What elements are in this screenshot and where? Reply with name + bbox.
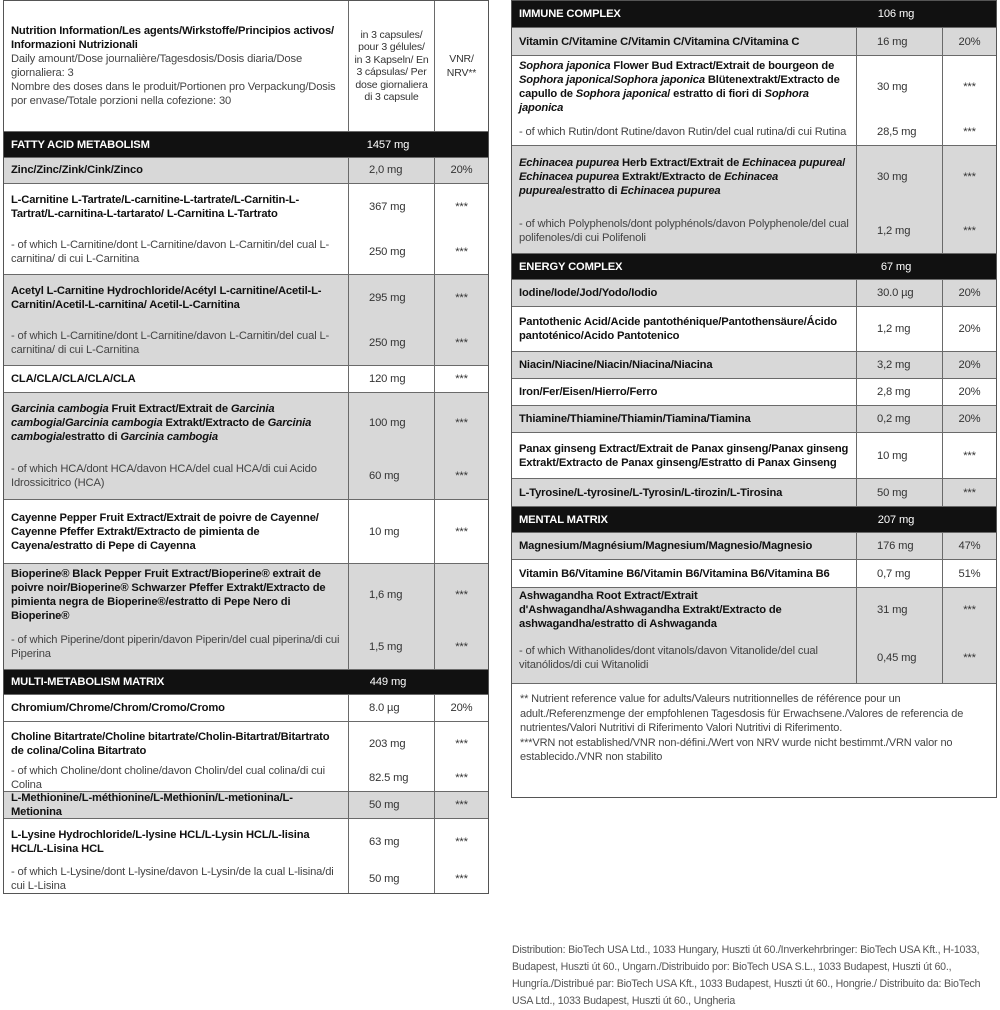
- table-row: [4, 695, 488, 722]
- ingredient-nrv: 20%: [958, 359, 981, 371]
- header-nrv-col: VNR/ NRV**: [446, 53, 477, 80]
- ingredient-amount: 10 mg: [349, 500, 435, 562]
- ingredient-sub-nrv: ***: [455, 641, 468, 654]
- ingredient-sub-nrv: ***: [455, 245, 468, 258]
- table-row: [512, 352, 996, 379]
- nutrition-table-right: [511, 0, 997, 798]
- ingredient-sub-nrv: ***: [455, 872, 468, 885]
- ingredient-name: Sophora japonica Flower Bud Extract/Extrait de bourgeon de Sophora japonica/Sophora japonica Blütenextrakt/Extracto de capullo de Sophora japonica/ estratto di fiori di Sophora japonica: [512, 56, 857, 118]
- ingredient-sub-name: - of which L-Carnitine/dont L-Carnitine/davon L-Carnitin/del cual L-carnitina/ di cui L-Carnitina: [4, 321, 349, 365]
- ingredient-sub-amount: 0,45 mg: [857, 632, 943, 683]
- ingredient-name: L-Tyrosine/L-tyrosine/L-Tyrosin/L-tirozin/L-Tirosina: [512, 479, 857, 506]
- ingredient-sub-amount: 28,5 mg: [857, 118, 943, 145]
- table-row: [512, 406, 996, 433]
- ingredient-sub-amount: 250 mg: [349, 321, 435, 365]
- section-fatty-acid: [4, 132, 488, 158]
- ingredient-amount: 2,0 mg: [349, 158, 435, 183]
- ingredient-sub-nrv: ***: [455, 772, 468, 785]
- ingredient-name: Niacin/Niacine/Niacin/Niacina/Niacina: [512, 352, 857, 378]
- ingredient-name: Echinacea pupurea Herb Extract/Extrait de Echinacea pupurea/ Echinacea pupurea Extrakt/Extracto de Echinacea pupurea/estratto di Echinacea pupurea: [512, 146, 857, 208]
- ingredient-nrv: ***: [963, 486, 976, 499]
- ingredient-name: Acetyl L-Carnitine Hydrochloride/Acétyl L-carnitine/Acetil-L-Carnitin/Acetil-L-carnitina/ Acetil-L-Carnitina: [4, 275, 349, 321]
- ingredient-amount: 203 mg: [349, 722, 435, 766]
- ingredient-amount: 50 mg: [349, 792, 435, 818]
- table-row: [512, 28, 996, 56]
- ingredient-sub-name: - of which Choline/dont choline/davon Cholin/del cual colina/di cui Colina: [4, 766, 349, 791]
- ingredient-amount: 2,8 mg: [857, 379, 943, 405]
- table-header: [4, 1, 488, 132]
- ingredient-name: Iodine/Iode/Jod/Yodo/Iodio: [512, 280, 857, 306]
- ingredient-amount: 1,2 mg: [857, 307, 943, 351]
- ingredient-sub-amount: 1,2 mg: [857, 208, 943, 253]
- section-mental: [512, 507, 996, 533]
- ingredient-nrv: ***: [455, 525, 468, 538]
- ingredient-sub-amount: 60 mg: [349, 453, 435, 499]
- ingredient-nrv: ***: [963, 604, 976, 616]
- ingredient-nrv: ***: [455, 200, 468, 213]
- ingredient-name: Thiamine/Thiamine/Thiamin/Tiamina/Tiamina: [512, 406, 857, 432]
- table-row: [4, 158, 488, 184]
- section-energy: [512, 254, 996, 280]
- footnote-not-established: ***VRN not established/VNR non-défini./Wert von NRV wurde nicht bestimmt./VRN valor no establecido./VNR non stabilito: [520, 736, 953, 763]
- ingredient-nrv: 20%: [958, 287, 981, 299]
- ingredient-sub-name: - of which Piperine/dont piperin/davon Piperin/del cual piperina/di cui Piperina: [4, 626, 349, 669]
- table-row: [512, 280, 996, 307]
- ingredient-name: Bioperine® Black Pepper Fruit Extract/Bioperine® extrait de poivre noir/Bioperine® Schwarzer Pfeffer Extrakt/Extracto de pimienta negra de Bioperine®/estratto di Pepe Nero di Bioperine®: [4, 564, 349, 626]
- ingredient-amount: 3,2 mg: [857, 352, 943, 378]
- ingredient-sub-nrv: ***: [963, 125, 976, 138]
- ingredient-name: Garcinia cambogia Fruit Extract/Extrait de Garcinia cambogia/Garcinia cambogia Extrakt/Extracto de Garcinia cambogia/estratto di Garcinia cambogia: [4, 393, 349, 453]
- section-amount: 449 mg: [349, 670, 435, 695]
- ingredient-name: Vitamin B6/Vitamine B6/Vitamin B6/Vitamina B6/Vitamina B6: [512, 560, 857, 587]
- ingredient-name: CLA/CLA/CLA/CLA/CLA: [4, 366, 349, 393]
- nutrition-table-left: [3, 0, 489, 894]
- section-amount: 106 mg: [857, 1, 943, 27]
- ingredient-name: L-Carnitine L-Tartrate/L-carnitine-L-tartrate/L-Carnitin-L-Tartrat/L-carnitina-L-tartarato/ L-Carnitina L-Tartrato: [4, 184, 349, 230]
- ingredient-name: Panax ginseng Extract/Extrait de Panax ginseng/Panax ginseng Extrakt/Extracto de Panax ginseng/Estratto di Panax Ginseng: [512, 433, 857, 478]
- ingredient-sub-nrv: ***: [455, 336, 468, 349]
- section-immune: [512, 1, 996, 28]
- ingredient-nrv: ***: [455, 737, 468, 750]
- table-row: [512, 588, 996, 684]
- ingredient-nrv: ***: [963, 81, 976, 93]
- table-row: [4, 819, 488, 893]
- ingredient-amount: 100 mg: [349, 393, 435, 453]
- ingredient-amount: 10 mg: [857, 433, 943, 478]
- ingredient-sub-nrv: ***: [963, 651, 976, 664]
- ingredient-amount: 63 mg: [349, 819, 435, 865]
- table-row: [4, 275, 488, 366]
- ingredient-nrv: ***: [455, 588, 468, 601]
- ingredient-sub-amount: 50 mg: [349, 865, 435, 893]
- header-servings: Nombre des doses dans le produit/Portionen pro Verpackung/Dosis por envase/Totale porzioni nella cofezione: 30: [11, 81, 336, 108]
- ingredient-nrv: 20%: [450, 702, 473, 715]
- ingredient-amount: 30 mg: [857, 146, 943, 208]
- table-row: [4, 500, 488, 563]
- ingredient-sub-name: - of which Withanolides/dont vitanols/davon Vitanolide/del cual vitanólidos/di cui Witanolidi: [512, 632, 857, 683]
- ingredient-nrv: ***: [455, 291, 468, 304]
- ingredient-sub-name: - of which HCA/dont HCA/davon HCA/del cual HCA/di cui Acido Idrossicitrico (HCA): [4, 453, 349, 499]
- header-title-cell: [4, 1, 349, 131]
- ingredient-name: Zinc/Zinc/Zink/Cink/Zinco: [4, 158, 349, 183]
- ingredient-amount: 8.0 µg: [349, 695, 435, 721]
- ingredient-amount: 176 mg: [857, 533, 943, 559]
- table-row: [512, 479, 996, 507]
- ingredient-amount: 30.0 µg: [857, 280, 943, 306]
- table-row: [512, 146, 996, 254]
- ingredient-sub-nrv: ***: [455, 470, 468, 483]
- table-row: [512, 56, 996, 146]
- ingredient-nrv: 20%: [958, 413, 981, 425]
- table-row: [4, 792, 488, 819]
- ingredient-nrv: ***: [455, 417, 468, 430]
- ingredient-name: Vitamin C/Vitamine C/Vitamin C/Vitamina C/Vitamina C: [512, 28, 857, 55]
- ingredient-amount: 120 mg: [349, 366, 435, 393]
- ingredient-sub-name: - of which L-Carnitine/dont L-Carnitine/davon L-Carnitin/del cual L-carnitina/ di cui L-Carnitina: [4, 230, 349, 274]
- ingredient-name: L-Lysine Hydrochloride/L-lysine HCL/L-Lysin HCL/L-lisina HCL/L-Lisina HCL: [4, 819, 349, 865]
- ingredient-amount: 295 mg: [349, 275, 435, 321]
- ingredient-amount: 1,6 mg: [349, 564, 435, 626]
- table-row: [512, 560, 996, 588]
- header-amount-col: in 3 capsules/ pour 3 gélules/ in 3 Kapseln/ En 3 cápsulas/ Per dose giornaliera di 3 capsule: [349, 1, 435, 131]
- header-title: Nutrition Information/Les agents/Wirkstoffe/Principios activos/ Informazioni Nutrizionali: [11, 25, 335, 52]
- header-daily-amount: Daily amount/Dose journalière/Tagesdosis/Dosis diaria/Dose giornaliera: 3: [11, 53, 303, 80]
- table-row: [4, 564, 488, 670]
- ingredient-name: Chromium/Chrome/Chrom/Cromo/Cromo: [4, 695, 349, 721]
- ingredient-sub-amount: 1,5 mg: [349, 626, 435, 669]
- ingredient-amount: 31 mg: [857, 588, 943, 632]
- footnotes: [512, 684, 996, 773]
- table-row: [512, 379, 996, 406]
- ingredient-nrv: ***: [963, 449, 976, 462]
- ingredient-sub-amount: 82.5 mg: [349, 766, 435, 791]
- table-row: [512, 533, 996, 560]
- section-multi-metabolism: [4, 670, 488, 696]
- ingredient-amount: 16 mg: [857, 28, 943, 55]
- ingredient-sub-name: - of which Rutin/dont Rutine/davon Rutin/del cual rutina/di cui Rutina: [512, 118, 857, 145]
- ingredient-nrv: ***: [455, 835, 468, 848]
- ingredient-nrv: 47%: [958, 540, 981, 552]
- ingredient-amount: 50 mg: [857, 479, 943, 506]
- section-amount: 207 mg: [857, 507, 943, 532]
- species-name: Garcinia cambogia: [11, 403, 109, 416]
- table-row: [4, 366, 488, 394]
- ingredient-nrv: 20%: [958, 323, 981, 335]
- ingredient-nrv: 20%: [958, 386, 981, 398]
- ingredient-name: Choline Bitartrate/Choline bitartrate/Cholin-Bitartrat/Bitartrato de colina/Colina Bitartrato: [4, 722, 349, 766]
- section-title: MENTAL MATRIX: [512, 507, 857, 532]
- ingredient-sub-amount: 250 mg: [349, 230, 435, 274]
- ingredient-amount: 0,7 mg: [857, 560, 943, 587]
- ingredient-name: Iron/Fer/Eisen/Hierro/Ferro: [512, 379, 857, 405]
- ingredient-nrv: ***: [455, 373, 468, 386]
- section-title: ENERGY COMPLEX: [512, 254, 857, 279]
- ingredient-name: L-Methionine/L-méthionine/L-Methionin/L-metionina/L-Metionina: [4, 792, 349, 818]
- table-row: [4, 722, 488, 792]
- ingredient-name: Magnesium/Magnésium/Magnesium/Magnesio/Magnesio: [512, 533, 857, 559]
- table-row: [4, 184, 488, 275]
- ingredient-amount: 367 mg: [349, 184, 435, 230]
- ingredient-sub-name: - of which Polyphenols/dont polyphénols/davon Polyphenole/del cual polifenoles/di cui Polifenoli: [512, 208, 857, 253]
- ingredient-nrv: 20%: [450, 164, 473, 177]
- table-row: [512, 433, 996, 479]
- ingredient-amount: 0,2 mg: [857, 406, 943, 432]
- ingredient-sub-name: - of which L-Lysine/dont L-lysine/davon L-Lysin/de la cual L-lisina/di cui L-Lisina: [4, 865, 349, 893]
- ingredient-name: Cayenne Pepper Fruit Extract/Extrait de poivre de Cayenne/ Cayenne Pfeffer Extrakt/Extracto de pimienta de Cayena/estratto di Pepe di Cayenna: [4, 500, 349, 562]
- table-row: [4, 393, 488, 500]
- section-title: IMMUNE COMPLEX: [512, 1, 857, 27]
- distribution-info: Distribution: BioTech USA Ltd., 1033 Hungary, Huszti út 60./Inverkehrbringer: BioTech USA Kft., H-1033, Budapest, Huszti út 60., Ungarn./Distribuido por: BioTech USA S.L., 1033 Budapest, Huszti út 60., Hungría./Distribué par: BioTech USA Kft., 1033 Budapest, Huszti út 60., Hongrie./ Distribuito da: BioTech USA Ltd., 1033 Budapest, Huszti út 60., Ungheria: [512, 944, 981, 1007]
- ingredient-nrv: ***: [963, 171, 976, 183]
- section-amount: 1457 mg: [349, 132, 435, 157]
- ingredient-nrv: 51%: [958, 567, 981, 580]
- section-title: MULTI-METABOLISM MATRIX: [4, 670, 349, 695]
- table-row: [512, 307, 996, 352]
- ingredient-nrv: 20%: [958, 35, 981, 48]
- section-amount: 67 mg: [857, 254, 943, 279]
- ingredient-nrv: ***: [455, 798, 468, 811]
- section-title: FATTY ACID METABOLISM: [4, 132, 349, 157]
- ingredient-name: Ashwagandha Root Extract/Extrait d'Ashwagandha/Ashwagandha Extrakt/Extracto de ashwagandha/estratto di Ashwaganda: [512, 588, 857, 632]
- ingredient-amount: 30 mg: [857, 56, 943, 118]
- ingredient-sub-nrv: ***: [963, 224, 976, 237]
- footnote-nrv: ** Nutrient reference value for adults/Valeurs nutritionnelles de référence pour un adult./Referenzmenge der empfohlenen Tagesdosis für Erwachsene./Valores de referencia de nutrientes/Valori Nutritivi di Riferimento Valori Nutritivi di Riferimento.: [520, 693, 964, 734]
- ingredient-name: Pantothenic Acid/Acide pantothénique/Pantothensäure/Ácido pantoténico/Acido Pantotenico: [512, 307, 857, 351]
